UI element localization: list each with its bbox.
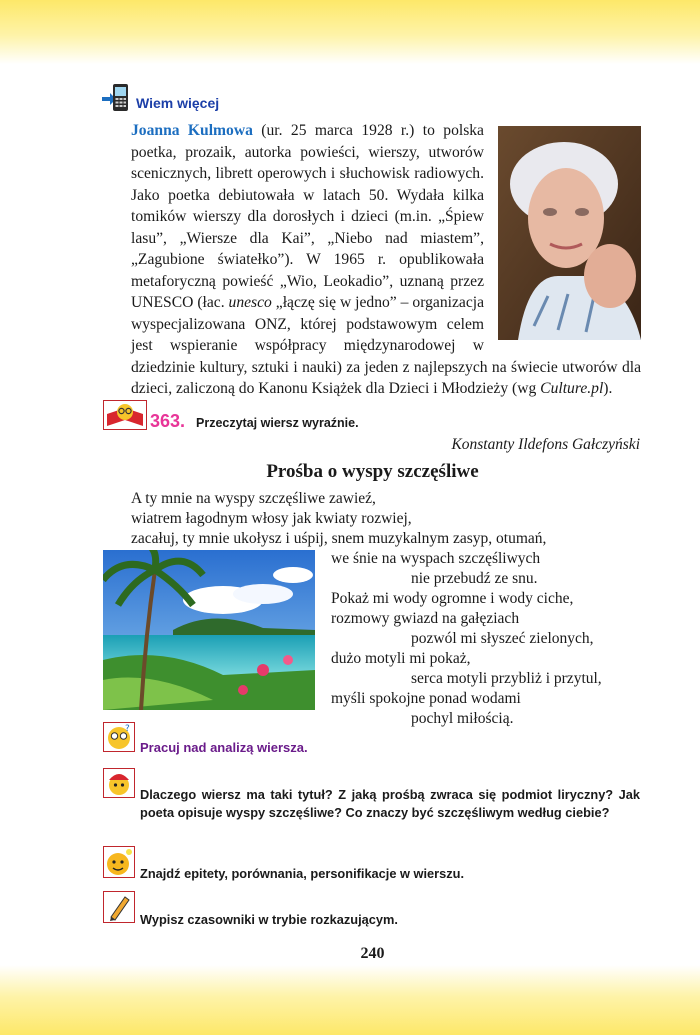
bio-unesco-term: unesco bbox=[228, 294, 272, 311]
phone-info-icon bbox=[100, 83, 132, 113]
page-number: 240 bbox=[360, 945, 385, 962]
poem-title: Prośba o wyspy szczęśliwe bbox=[266, 461, 479, 482]
poem-line: nie przebudź ze snu. bbox=[411, 570, 538, 587]
poem-line: pozwól mi słyszeć zielonych, bbox=[411, 630, 594, 647]
poem-line: rozmowy gwiazd na gałęziach bbox=[331, 610, 520, 627]
analysis-heading: Pracuj nad analizą wiersza. bbox=[140, 740, 308, 755]
poem-line: A ty mnie na wyspy szczęśliwe zawieź, bbox=[131, 490, 376, 507]
info-header: Wiem więcej bbox=[136, 95, 220, 111]
bio-text-end: ). bbox=[603, 380, 613, 397]
svg-text:?: ? bbox=[125, 724, 130, 734]
top-yellow-band bbox=[0, 0, 700, 64]
bio-source: Culture.pl bbox=[540, 380, 604, 397]
question-imperative-verbs: Wypisz czasowniki w trybie rozkazującym. bbox=[140, 912, 398, 927]
bottom-yellow-band bbox=[0, 965, 700, 1035]
tropical-island-photo bbox=[103, 550, 315, 710]
exercise-instruction: Przeczytaj wiersz wyraźnie. bbox=[196, 416, 359, 430]
reading-book-icon bbox=[103, 400, 147, 430]
exercise-number: 363. bbox=[150, 411, 186, 431]
poem-line: serca motyli przybliż i przytul, bbox=[411, 670, 602, 687]
question-title-meaning: Dlaczego wiersz ma taki tytuł? Z jaką prośbą zwraca się podmiot liryczny? Jak poeta opisuje wyspy szczęśliwe? Co znaczy być szczęśliwym według ciebie? bbox=[140, 787, 640, 820]
poem-author: Konstanty Ildefons Gałczyński bbox=[451, 436, 640, 453]
poem-line: myśli spokojne ponad wodami bbox=[331, 690, 521, 707]
poem-line: pochyl miłością. bbox=[411, 710, 514, 727]
pencil-icon bbox=[103, 891, 135, 923]
poem-line: wiatrem łagodnym włosy jak kwiaty rozwiej, bbox=[131, 510, 412, 527]
author-portrait-photo bbox=[498, 126, 641, 340]
author-name: Joanna Kulmowa bbox=[131, 122, 253, 139]
poem-line: dużo motyli mi pokaż, bbox=[331, 650, 471, 667]
question-find-epithets: Znajdź epitety, porównania, personifikacje w wierszu. bbox=[140, 866, 465, 881]
author-biography bbox=[131, 120, 641, 400]
poem-line: Pokaż mi wody ogromne i wody ciche, bbox=[331, 590, 574, 607]
bio-text-part1: (ur. 25 marca 1928 r.) to polska poetka, prozaik, autorka powieści, wierszy, utworów scenicznych, librett operowych i słuchowisk radiowych. Jako poetka debiutowała w latach 50. Wydała kilka tomików wierszy dla dorosłych i dzieci (m.in. „Śpiew lasu”, „Wiersze dla Kai”, „Niebo nad miastem”, „Zagubione światełko”). W 1965 r. opublikowała metaforyczną powieść „Wio, Leokadio”, uznaną przez UNESCO (łac. bbox=[131, 122, 484, 311]
poem-line: we śnie na wyspach szczęśliwych bbox=[331, 550, 541, 567]
idea-face-icon bbox=[103, 846, 135, 878]
question-face-icon bbox=[103, 768, 135, 798]
poem-line: zacałuj, ty mnie ukołysz i uśpij, snem muzykalnym zasyp, otumań, bbox=[131, 530, 547, 547]
thinking-face-icon bbox=[103, 722, 135, 752]
bio-text-part2: „łączę się w jedno” – organizacja wyspecjalizowana ONZ, której podstawowym celem jest wspieranie współpracy międzynarodowej w dziedzinie kultury, sztuki i nauki) za jeden z najlepszych na świecie utworów dla dzieci, zaliczoną do Kanonu Książek dla Dzieci i Młodzieży (wg bbox=[131, 294, 641, 397]
